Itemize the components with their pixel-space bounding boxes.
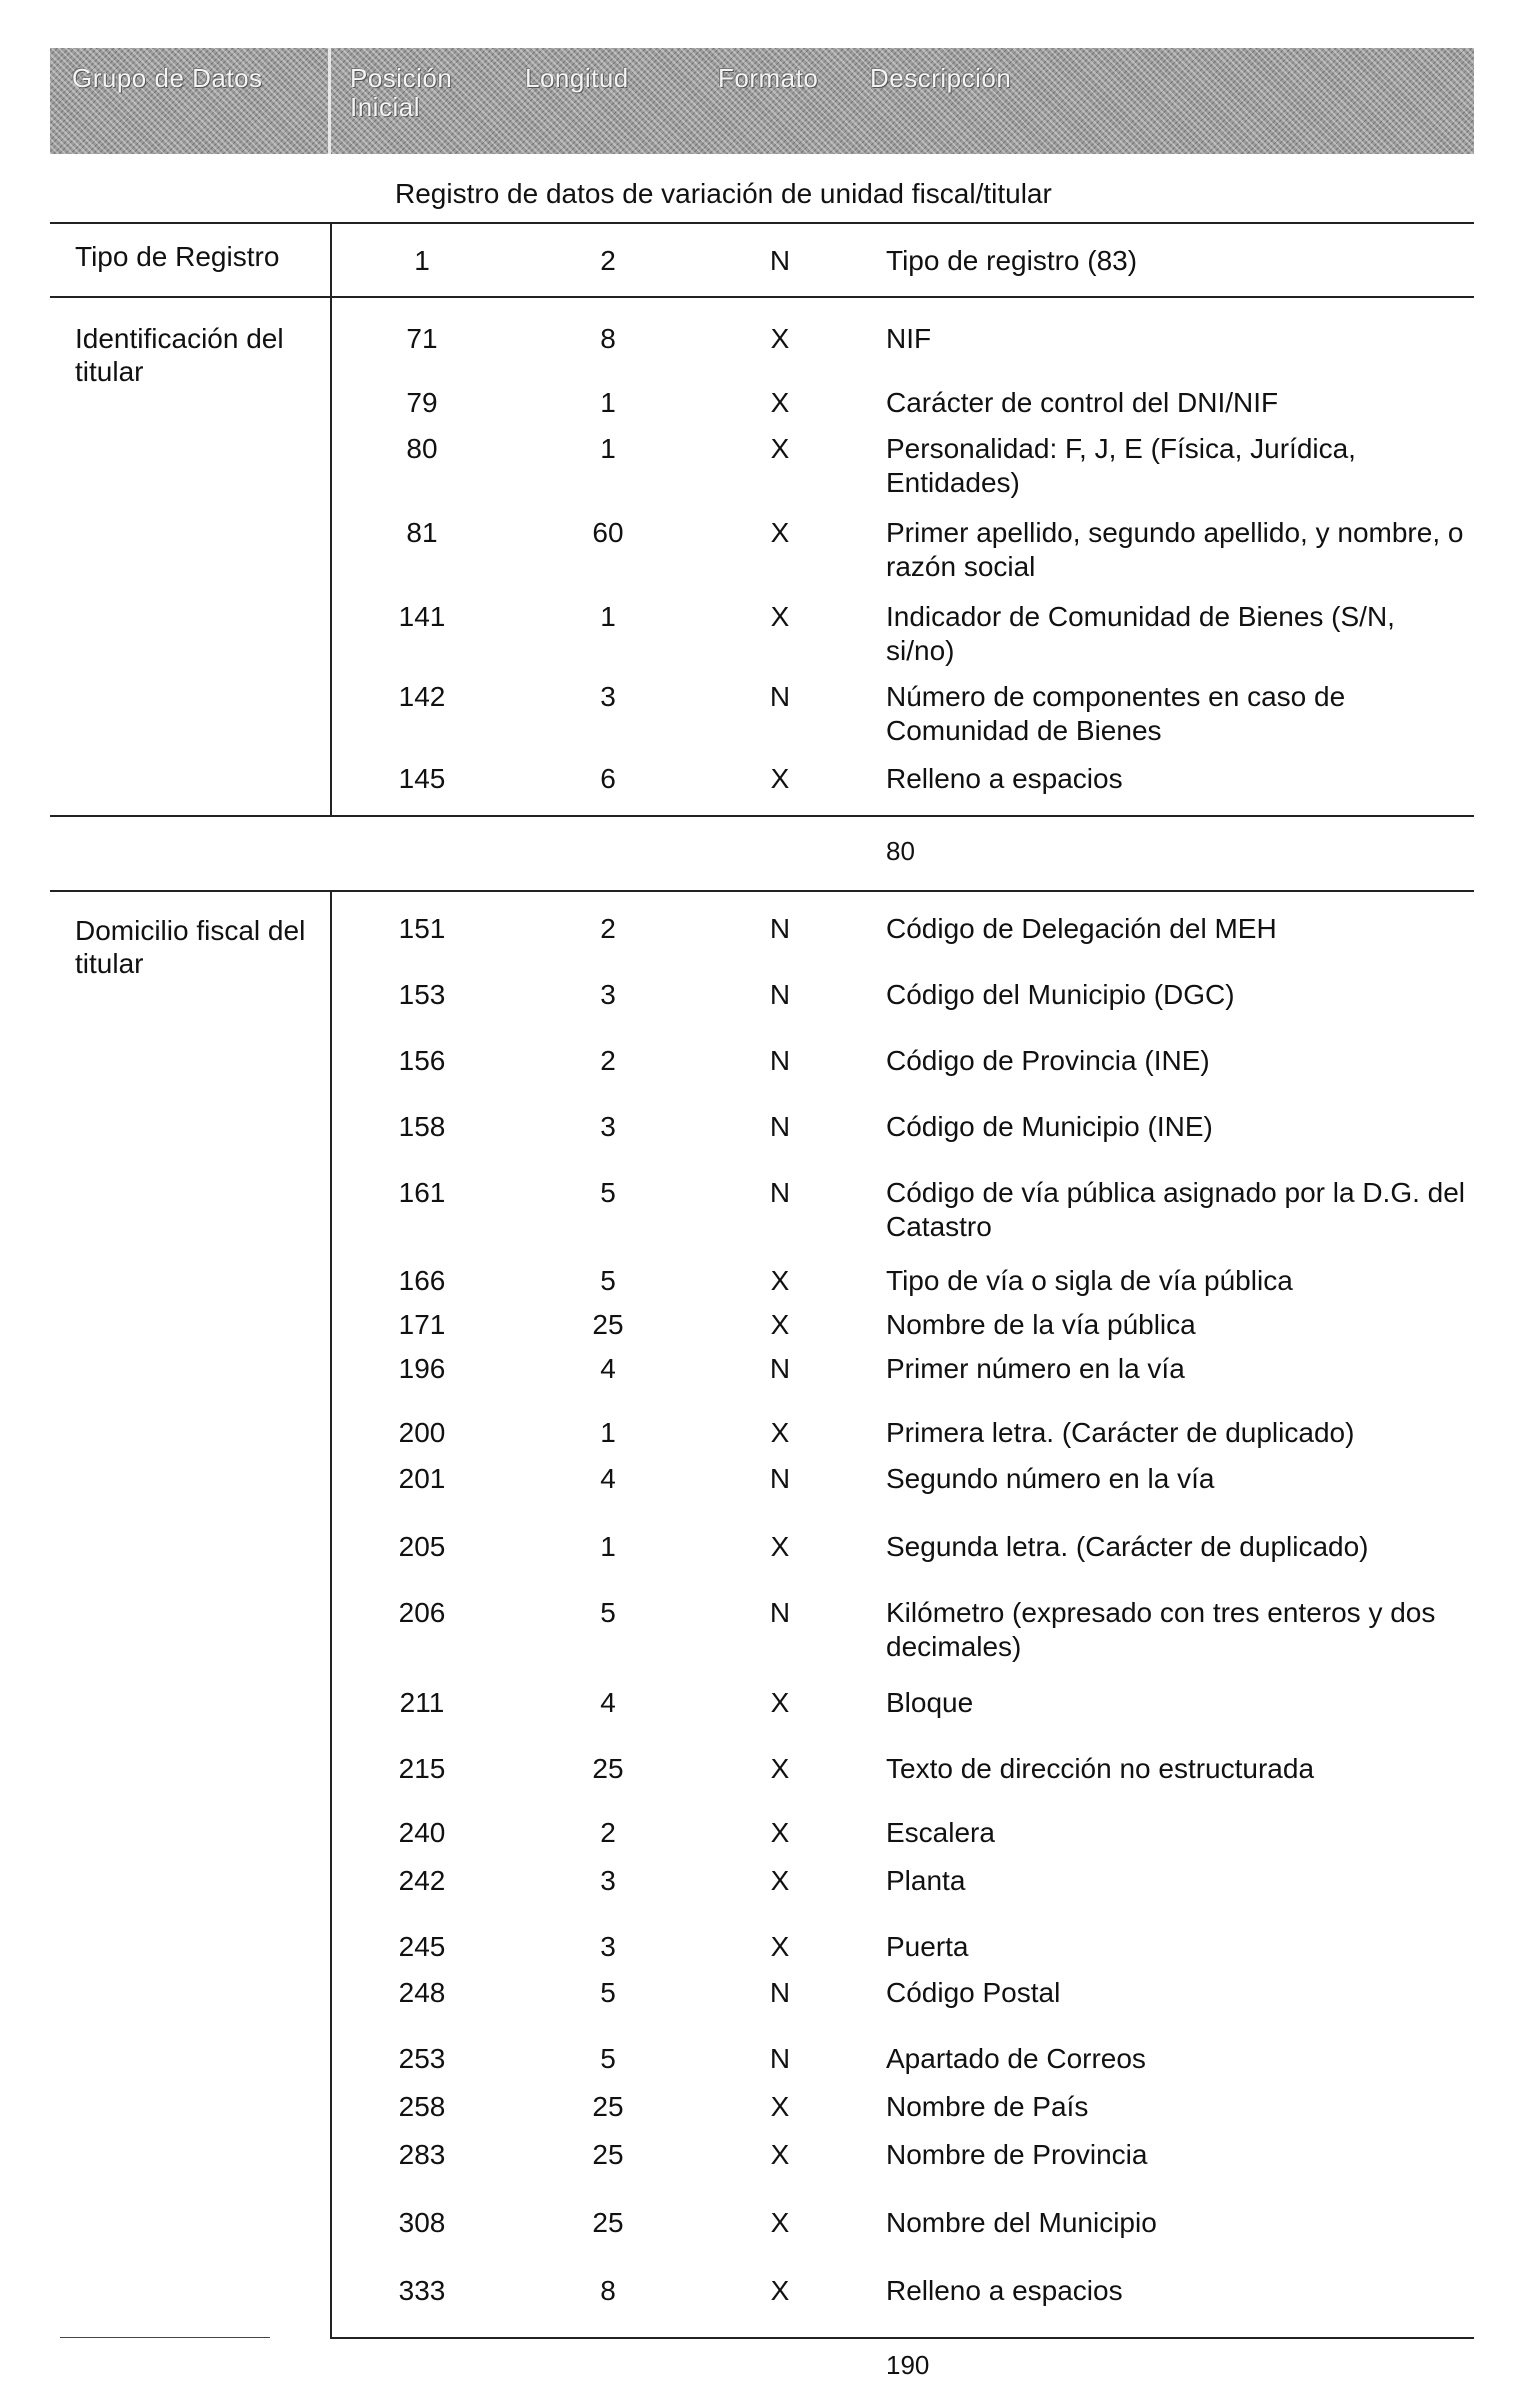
row-longitud: 1 [600, 387, 616, 418]
row-posicion: 283 [398, 2139, 446, 2170]
row-posicion: 81 [406, 517, 438, 548]
row-descripcion: Relleno a espacios [886, 2275, 1123, 2306]
row-posicion: 258 [398, 2091, 446, 2122]
row-posicion: 80 [406, 433, 438, 464]
group-tipo-registro: Tipo de Registro [75, 241, 280, 272]
row-longitud: 3 [600, 1111, 616, 1142]
row-formato: N [769, 913, 791, 944]
row-posicion: 151 [398, 913, 446, 944]
row-descripcion: Tipo de vía o sigla de vía pública [886, 1265, 1293, 1296]
header-longitud: Longitud [525, 63, 629, 93]
table-header [50, 48, 1474, 154]
row-longitud: 5 [600, 1265, 616, 1296]
header-posicion: Posición Inicial [350, 63, 453, 122]
group-domicilio: Domicilio fiscal del titular [75, 915, 306, 979]
row-posicion: 240 [398, 1817, 446, 1848]
rule-after-tipo [50, 296, 1474, 298]
table-subtitle: Registro de datos de variación de unidad fiscal/titular [395, 178, 1052, 209]
row-posicion: 141 [398, 601, 446, 632]
row-longitud: 3 [600, 681, 616, 712]
row-posicion: 171 [398, 1309, 446, 1340]
row-formato: X [770, 1817, 790, 1848]
group-divider-tipo [330, 222, 332, 296]
row-formato: X [770, 1865, 790, 1896]
row-posicion: 215 [398, 1753, 446, 1784]
row-formato: X [770, 2207, 790, 2238]
row-longitud: 5 [600, 1977, 616, 2008]
row-posicion: 71 [406, 323, 438, 354]
row-posicion: 161 [398, 1177, 446, 1208]
row-posicion: 158 [398, 1111, 446, 1142]
row-longitud: 25 [592, 2091, 624, 2122]
row-formato: N [769, 1597, 791, 1628]
row-formato: X [770, 2275, 790, 2306]
row-longitud: 2 [600, 913, 616, 944]
row-formato: X [770, 517, 790, 548]
row-descripcion: Nombre de Provincia [886, 2139, 1148, 2170]
rule-section-2-end [330, 2337, 1474, 2339]
row-posicion: 253 [398, 2043, 446, 2074]
row-descripcion: Indicador de Comunidad de Bienes (S/N, si/no) [886, 601, 1395, 666]
row-formato: N [769, 1045, 791, 1076]
row-formato: N [769, 2043, 791, 2074]
row-posicion: 205 [398, 1531, 446, 1562]
subtotal-identificacion: 80 [886, 836, 915, 866]
row-longitud: 60 [592, 517, 624, 548]
row-posicion: 245 [398, 1931, 446, 1962]
row-formato: N [769, 979, 791, 1010]
row-posicion: 153 [398, 979, 446, 1010]
rule-top [50, 222, 1474, 224]
row-longitud: 25 [592, 2207, 624, 2238]
row-descripcion: Primer apellido, segundo apellido, y nombre, o razón social [886, 517, 1464, 582]
row-formato: N [769, 681, 791, 712]
row-longitud: 2 [600, 245, 616, 276]
row-longitud: 2 [600, 1817, 616, 1848]
row-longitud: 5 [600, 1597, 616, 1628]
row-longitud: 1 [600, 1417, 616, 1448]
row-descripcion: Código Postal [886, 1977, 1061, 2008]
row-descripcion: Carácter de control del DNI/NIF [886, 387, 1279, 418]
row-posicion: 196 [398, 1353, 446, 1384]
group-divider-domicilio [330, 890, 332, 2337]
row-longitud: 5 [600, 1177, 616, 1208]
row-posicion: 333 [398, 2275, 446, 2306]
row-posicion: 248 [398, 1977, 446, 2008]
row-descripcion: Código del Municipio (DGC) [886, 979, 1235, 1010]
rule-section-1-end [50, 815, 1474, 817]
row-longitud: 3 [600, 979, 616, 1010]
row-longitud: 1 [600, 433, 616, 464]
group-identificacion: Identificación del titular [75, 323, 284, 387]
row-longitud: 2 [600, 1045, 616, 1076]
row-longitud: 1 [600, 601, 616, 632]
row-posicion: 1 [414, 245, 430, 276]
header-divider [328, 48, 331, 154]
row-descripcion: Código de Municipio (INE) [886, 1111, 1213, 1142]
row-formato: N [769, 1353, 791, 1384]
row-descripcion: Nombre de la vía pública [886, 1309, 1196, 1340]
row-descripcion: Código de Provincia (INE) [886, 1045, 1210, 1076]
row-formato: X [770, 1531, 790, 1562]
row-posicion: 201 [398, 1463, 446, 1494]
row-formato: N [769, 245, 791, 276]
row-formato: X [770, 1265, 790, 1296]
row-longitud: 8 [600, 323, 616, 354]
row-descripcion: Segundo número en la vía [886, 1463, 1215, 1494]
row-descripcion: Apartado de Correos [886, 2043, 1146, 2074]
row-descripcion: Relleno a espacios [886, 763, 1123, 794]
row-longitud: 25 [592, 1309, 624, 1340]
row-formato: X [770, 387, 790, 418]
row-descripcion: NIF [886, 323, 932, 354]
row-descripcion: Tipo de registro (83) [886, 245, 1138, 276]
row-posicion: 166 [398, 1265, 446, 1296]
row-formato: X [770, 323, 790, 354]
row-longitud: 6 [600, 763, 616, 794]
row-formato: N [769, 1463, 791, 1494]
row-longitud: 5 [600, 2043, 616, 2074]
row-descripcion: Nombre de País [886, 2091, 1089, 2122]
row-posicion: 308 [398, 2207, 446, 2238]
row-longitud: 4 [600, 1687, 616, 1718]
row-descripcion: Texto de dirección no estructurada [886, 1753, 1315, 1784]
row-formato: X [770, 1687, 790, 1718]
header-grupo: Grupo de Datos [72, 63, 263, 93]
row-descripcion: Primer número en la vía [886, 1353, 1185, 1384]
row-formato: X [770, 763, 790, 794]
row-descripcion: Bloque [886, 1687, 974, 1718]
row-descripcion: Puerta [886, 1931, 969, 1962]
row-formato: N [769, 1977, 791, 2008]
row-posicion: 242 [398, 1865, 446, 1896]
header-formato: Formato [718, 63, 819, 93]
row-posicion: 206 [398, 1597, 446, 1628]
row-descripcion: Kilómetro (expresado con tres enteros y dos decimales) [886, 1597, 1436, 1662]
row-descripcion: Nombre del Municipio [886, 2207, 1157, 2238]
header-descripcion: Descripción [870, 63, 1012, 93]
row-formato: X [770, 433, 790, 464]
row-longitud: 25 [592, 1753, 624, 1784]
row-longitud: 4 [600, 1353, 616, 1384]
row-formato: X [770, 1309, 790, 1340]
row-descripcion: Número de componentes en caso de Comunidad de Bienes [886, 681, 1346, 746]
row-posicion: 142 [398, 681, 446, 712]
row-posicion: 79 [406, 387, 438, 418]
row-descripcion: Código de vía pública asignado por la D.G. del Catastro [886, 1177, 1466, 1242]
row-longitud: 4 [600, 1463, 616, 1494]
row-formato: N [769, 1177, 791, 1208]
row-descripcion: Planta [886, 1865, 966, 1896]
row-posicion: 156 [398, 1045, 446, 1076]
row-descripcion: Escalera [886, 1817, 995, 1848]
subtotal-domicilio: 190 [886, 2350, 930, 2380]
rule-section-2-end-left [60, 2337, 270, 2338]
row-formato: X [770, 1931, 790, 1962]
row-formato: N [769, 1111, 791, 1142]
row-descripcion: Personalidad: F, J, E (Física, Jurídica, Entidades) [886, 433, 1356, 498]
row-formato: X [770, 1417, 790, 1448]
row-posicion: 200 [398, 1417, 446, 1448]
group-divider-identificacion [330, 296, 332, 815]
row-descripcion: Código de Delegación del MEH [886, 913, 1277, 944]
row-formato: X [770, 601, 790, 632]
row-descripcion: Segunda letra. (Carácter de duplicado) [886, 1531, 1369, 1562]
row-posicion: 145 [398, 763, 446, 794]
row-formato: X [770, 2139, 790, 2170]
row-longitud: 8 [600, 2275, 616, 2306]
row-longitud: 25 [592, 2139, 624, 2170]
row-formato: X [770, 1753, 790, 1784]
row-descripcion: Primera letra. (Carácter de duplicado) [886, 1417, 1355, 1448]
rule-section-2-start [50, 890, 1474, 892]
row-formato: X [770, 2091, 790, 2122]
row-longitud: 1 [600, 1531, 616, 1562]
row-longitud: 3 [600, 1865, 616, 1896]
row-longitud: 3 [600, 1931, 616, 1962]
row-posicion: 211 [399, 1687, 445, 1718]
